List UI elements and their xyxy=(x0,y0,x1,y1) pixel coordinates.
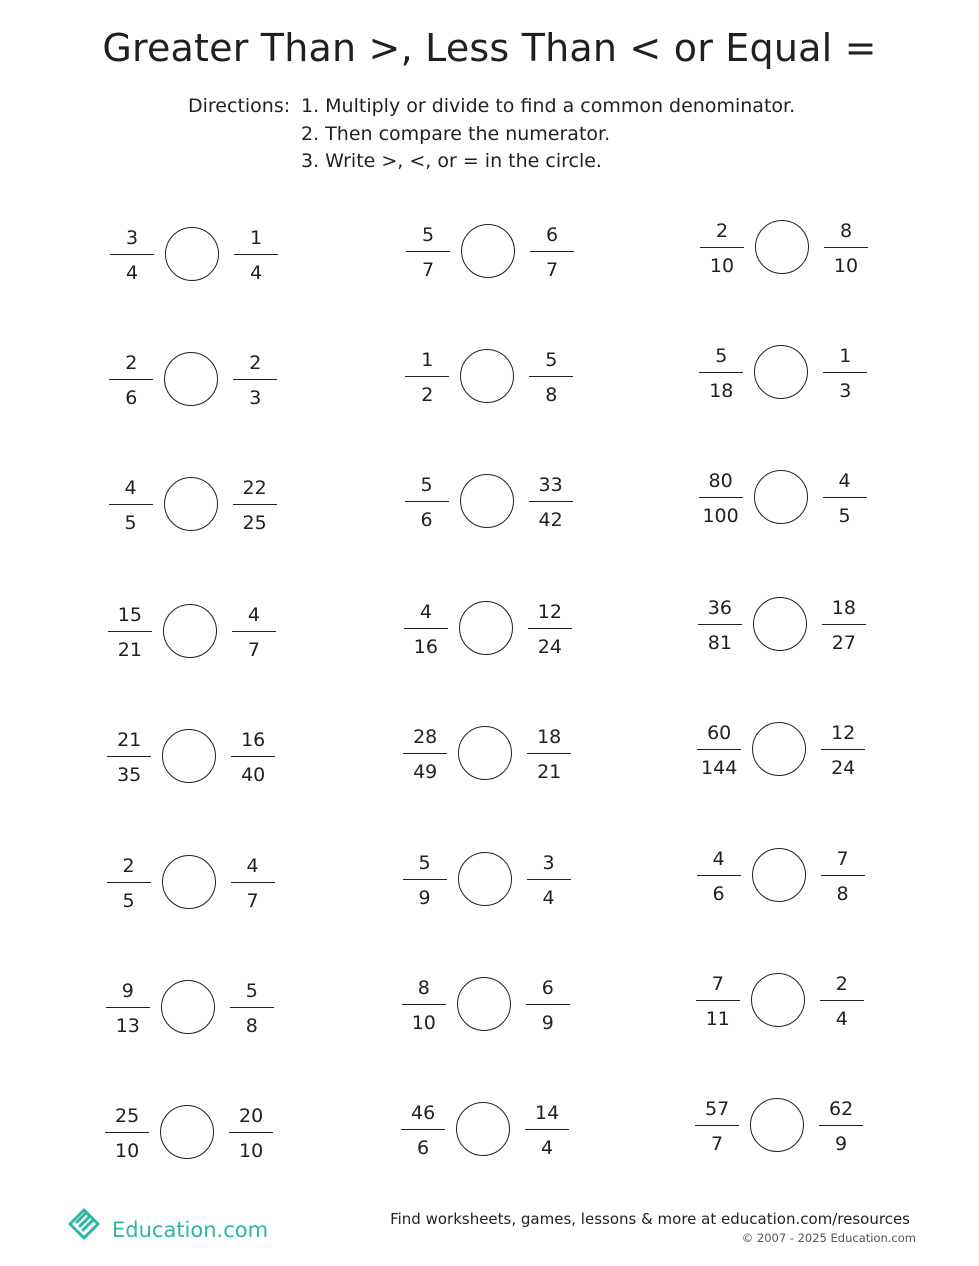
right-denominator: 25 xyxy=(242,512,267,534)
left-numerator: 57 xyxy=(705,1098,730,1120)
comparison-problem xyxy=(696,593,876,657)
left-denominator: 35 xyxy=(117,764,142,786)
fraction-bar xyxy=(231,756,275,757)
left-numerator: 2 xyxy=(122,855,135,877)
right-fraction xyxy=(229,851,277,915)
fraction-bar xyxy=(525,1129,569,1130)
fraction-bar xyxy=(526,1004,570,1005)
comparison-problem xyxy=(697,341,877,405)
right-numerator: 12 xyxy=(537,600,562,623)
right-denominator: 7 xyxy=(545,258,559,281)
right-numerator: 18 xyxy=(831,597,856,619)
left-denominator: 9 xyxy=(418,886,431,909)
comparison-problem xyxy=(694,969,874,1033)
right-fraction xyxy=(228,976,276,1040)
right-fraction xyxy=(230,600,278,664)
left-numerator: 21 xyxy=(117,729,142,751)
fraction-bar xyxy=(820,1000,864,1001)
fraction-bar xyxy=(106,1007,150,1008)
fraction-bar xyxy=(823,497,867,498)
left-numerator: 5 xyxy=(420,473,433,496)
fraction-bar xyxy=(528,628,572,629)
right-numerator: 5 xyxy=(245,980,258,1002)
left-numerator: 5 xyxy=(715,345,728,367)
comparison-problem xyxy=(695,718,875,782)
left-numerator: 4 xyxy=(419,600,432,623)
right-fraction xyxy=(526,597,574,661)
right-numerator: 1 xyxy=(249,227,263,249)
left-fraction xyxy=(695,844,743,908)
comparison-problem xyxy=(401,722,581,786)
left-denominator: 100 xyxy=(702,505,739,527)
left-denominator: 81 xyxy=(707,632,732,654)
left-fraction xyxy=(106,600,154,664)
left-fraction xyxy=(103,1101,151,1165)
fraction-bar xyxy=(233,504,277,505)
answer-circle[interactable] xyxy=(753,597,807,651)
comparison-problem xyxy=(401,848,581,912)
fraction-bar xyxy=(109,379,153,380)
answer-circle[interactable] xyxy=(162,729,216,783)
right-denominator: 4 xyxy=(542,886,555,909)
left-numerator: 5 xyxy=(421,223,435,246)
right-fraction xyxy=(231,348,279,412)
fraction-bar xyxy=(107,882,151,883)
right-denominator: 10 xyxy=(833,255,859,277)
fraction-bar xyxy=(109,504,153,505)
left-fraction xyxy=(693,1094,741,1158)
fraction-bar xyxy=(822,624,866,625)
left-numerator: 8 xyxy=(417,976,430,999)
left-numerator: 46 xyxy=(411,1101,436,1124)
fraction-bar xyxy=(110,254,154,255)
right-denominator: 4 xyxy=(541,1136,554,1159)
left-denominator: 10 xyxy=(709,255,735,277)
left-fraction xyxy=(108,223,156,287)
direction-step-2: 2. Then compare the numerator. xyxy=(301,122,611,145)
right-fraction xyxy=(232,223,280,287)
right-denominator: 27 xyxy=(831,632,856,654)
direction-step-3: 3. Write >, <, or = in the circle. xyxy=(301,150,602,172)
right-denominator: 8 xyxy=(545,383,558,406)
right-fraction xyxy=(229,725,277,789)
right-denominator: 21 xyxy=(537,760,562,783)
right-fraction xyxy=(523,1098,571,1162)
left-denominator: 16 xyxy=(413,635,438,658)
right-numerator: 8 xyxy=(839,220,853,242)
left-denominator: 6 xyxy=(712,883,725,905)
left-denominator: 7 xyxy=(421,258,435,281)
left-denominator: 2 xyxy=(421,383,434,406)
left-numerator: 60 xyxy=(707,722,732,744)
answer-circle[interactable] xyxy=(457,977,511,1031)
page-title: Greater Than >, Less Than < or Equal = xyxy=(102,26,877,70)
right-fraction xyxy=(820,593,868,657)
answer-circle[interactable] xyxy=(161,980,215,1034)
right-denominator: 42 xyxy=(538,508,563,531)
right-denominator: 3 xyxy=(249,387,262,409)
left-fraction xyxy=(694,969,742,1033)
fraction-bar xyxy=(695,1125,739,1126)
left-denominator: 6 xyxy=(417,1136,430,1159)
left-fraction xyxy=(400,973,448,1037)
fraction-bar xyxy=(406,251,450,252)
comparison-problem xyxy=(399,1098,579,1162)
fraction-bar xyxy=(231,882,275,883)
left-denominator: 5 xyxy=(124,512,137,534)
fraction-bar xyxy=(698,624,742,625)
education-logo-icon xyxy=(66,1200,108,1242)
footer-links-text: Find worksheets, games, lessons & more at education.com/resources xyxy=(390,1210,910,1228)
left-numerator: 80 xyxy=(708,470,733,492)
right-denominator: 7 xyxy=(246,890,259,912)
fraction-bar xyxy=(527,753,571,754)
left-fraction xyxy=(402,597,450,661)
right-fraction xyxy=(817,1094,865,1158)
fraction-bar xyxy=(401,1129,445,1130)
left-fraction xyxy=(105,725,153,789)
left-denominator: 4 xyxy=(125,262,139,284)
fraction-bar xyxy=(699,497,743,498)
right-denominator: 3 xyxy=(839,380,852,402)
left-numerator: 4 xyxy=(124,477,137,499)
left-denominator: 21 xyxy=(117,639,142,661)
left-fraction xyxy=(404,220,452,284)
left-denominator: 18 xyxy=(709,380,734,402)
fraction-bar xyxy=(108,631,152,632)
answer-circle[interactable] xyxy=(460,349,514,403)
right-numerator: 22 xyxy=(242,477,267,499)
right-fraction xyxy=(524,973,572,1037)
right-numerator: 6 xyxy=(541,976,554,999)
right-numerator: 20 xyxy=(239,1105,264,1127)
right-fraction xyxy=(822,216,870,280)
right-denominator: 4 xyxy=(249,262,263,284)
left-fraction xyxy=(107,473,155,537)
right-numerator: 4 xyxy=(838,470,851,492)
fraction-bar xyxy=(697,875,741,876)
left-numerator: 15 xyxy=(117,604,142,626)
left-numerator: 1 xyxy=(421,348,434,371)
right-numerator: 6 xyxy=(545,223,559,246)
comparison-problem xyxy=(104,976,284,1040)
fraction-bar xyxy=(105,1132,149,1133)
right-fraction xyxy=(821,466,869,530)
right-numerator: 5 xyxy=(545,348,558,371)
right-numerator: 16 xyxy=(241,729,266,751)
education-logo-text: Education.com xyxy=(112,1218,269,1242)
left-numerator: 2 xyxy=(715,220,729,242)
left-fraction xyxy=(399,1098,447,1162)
comparison-problem xyxy=(697,466,877,530)
answer-circle[interactable] xyxy=(164,477,218,531)
right-numerator: 33 xyxy=(538,473,563,496)
fraction-bar xyxy=(530,251,574,252)
fraction-bar xyxy=(234,254,278,255)
left-denominator: 6 xyxy=(125,387,138,409)
left-denominator: 7 xyxy=(711,1133,724,1155)
directions-label: Directions: xyxy=(188,95,291,117)
comparison-problem xyxy=(402,597,582,661)
comparison-problem xyxy=(103,1101,283,1165)
right-denominator: 10 xyxy=(239,1140,264,1162)
right-fraction xyxy=(528,220,576,284)
left-denominator: 11 xyxy=(705,1008,730,1030)
right-fraction xyxy=(231,473,279,537)
left-fraction xyxy=(698,216,746,280)
right-denominator: 9 xyxy=(835,1133,848,1155)
comparison-problem xyxy=(403,470,583,534)
left-fraction xyxy=(401,848,449,912)
left-numerator: 28 xyxy=(413,725,438,748)
answer-circle[interactable] xyxy=(165,227,219,281)
right-fraction xyxy=(819,718,867,782)
left-numerator: 25 xyxy=(115,1105,140,1127)
left-fraction xyxy=(696,593,744,657)
right-denominator: 7 xyxy=(247,639,260,661)
right-numerator: 4 xyxy=(246,855,259,877)
left-numerator: 9 xyxy=(121,980,134,1002)
fraction-bar xyxy=(403,879,447,880)
answer-circle[interactable] xyxy=(458,852,512,906)
fraction-bar xyxy=(230,1007,274,1008)
right-denominator: 4 xyxy=(835,1008,848,1030)
right-numerator: 18 xyxy=(537,725,562,748)
right-numerator: 2 xyxy=(249,352,262,374)
fraction-bar xyxy=(696,1000,740,1001)
answer-circle[interactable] xyxy=(459,601,513,655)
fraction-bar xyxy=(700,247,744,248)
fraction-bar xyxy=(107,756,151,757)
answer-circle[interactable] xyxy=(460,474,514,528)
right-fraction xyxy=(227,1101,275,1165)
fraction-bar xyxy=(529,376,573,377)
right-denominator: 8 xyxy=(836,883,849,905)
right-fraction xyxy=(527,345,575,409)
fraction-bar xyxy=(819,1125,863,1126)
answer-circle[interactable] xyxy=(754,345,808,399)
comparison-problem xyxy=(108,223,288,287)
left-fraction xyxy=(403,470,451,534)
left-fraction xyxy=(105,851,153,915)
answer-circle[interactable] xyxy=(751,973,805,1027)
right-fraction xyxy=(525,722,573,786)
answer-circle[interactable] xyxy=(461,224,515,278)
right-denominator: 8 xyxy=(245,1015,258,1037)
right-numerator: 4 xyxy=(247,604,260,626)
left-denominator: 144 xyxy=(701,757,738,779)
left-denominator: 13 xyxy=(115,1015,140,1037)
left-fraction xyxy=(403,345,451,409)
answer-circle[interactable] xyxy=(163,604,217,658)
fraction-bar xyxy=(403,753,447,754)
footer-copyright: © 2007 - 2025 Education.com xyxy=(741,1231,916,1245)
right-numerator: 1 xyxy=(839,345,852,367)
left-numerator: 7 xyxy=(711,973,724,995)
fraction-bar xyxy=(229,1132,273,1133)
right-numerator: 14 xyxy=(535,1101,560,1124)
answer-circle[interactable] xyxy=(164,352,218,406)
right-denominator: 24 xyxy=(537,635,562,658)
fraction-bar xyxy=(527,879,571,880)
right-fraction xyxy=(819,844,867,908)
answer-circle[interactable] xyxy=(160,1105,214,1159)
right-fraction xyxy=(821,341,869,405)
comparison-problem xyxy=(698,216,878,280)
comparison-problem xyxy=(695,844,875,908)
comparison-problem xyxy=(106,600,286,664)
answer-circle[interactable] xyxy=(456,1102,510,1156)
fraction-bar xyxy=(232,631,276,632)
fraction-bar xyxy=(697,749,741,750)
comparison-problem xyxy=(107,473,287,537)
left-numerator: 36 xyxy=(707,597,732,619)
comparison-problem xyxy=(105,725,285,789)
right-denominator: 40 xyxy=(241,764,266,786)
comparison-problem xyxy=(693,1094,873,1158)
left-fraction xyxy=(695,718,743,782)
left-numerator: 5 xyxy=(418,851,431,874)
right-fraction xyxy=(527,470,575,534)
left-fraction xyxy=(107,348,155,412)
right-denominator: 24 xyxy=(831,757,856,779)
fraction-bar xyxy=(404,628,448,629)
fraction-bar xyxy=(699,372,743,373)
answer-circle[interactable] xyxy=(458,726,512,780)
right-numerator: 3 xyxy=(542,851,555,874)
right-numerator: 12 xyxy=(831,722,856,744)
fraction-bar xyxy=(233,379,277,380)
right-numerator: 7 xyxy=(836,848,849,870)
left-denominator: 49 xyxy=(413,760,438,783)
left-numerator: 3 xyxy=(125,227,139,249)
right-numerator: 2 xyxy=(835,973,848,995)
comparison-problem xyxy=(404,220,584,284)
right-denominator: 9 xyxy=(541,1011,554,1034)
answer-circle[interactable] xyxy=(752,848,806,902)
answer-circle[interactable] xyxy=(755,220,809,274)
comparison-problem xyxy=(107,348,287,412)
left-fraction xyxy=(104,976,152,1040)
answer-circle[interactable] xyxy=(754,470,808,524)
comparison-problem xyxy=(400,973,580,1037)
left-numerator: 2 xyxy=(125,352,138,374)
left-fraction xyxy=(697,341,745,405)
left-fraction xyxy=(401,722,449,786)
comparison-problem xyxy=(105,851,285,915)
fraction-bar xyxy=(402,1004,446,1005)
left-denominator: 10 xyxy=(411,1011,436,1034)
right-denominator: 5 xyxy=(838,505,851,527)
fraction-bar xyxy=(821,749,865,750)
answer-circle[interactable] xyxy=(750,1098,804,1152)
fraction-bar xyxy=(821,875,865,876)
right-numerator: 62 xyxy=(829,1098,854,1120)
answer-circle[interactable] xyxy=(752,722,806,776)
fraction-bar xyxy=(405,501,449,502)
fraction-bar xyxy=(824,247,868,248)
fraction-bar xyxy=(405,376,449,377)
left-fraction xyxy=(697,466,745,530)
comparison-problem xyxy=(403,345,583,409)
right-fraction xyxy=(818,969,866,1033)
left-numerator: 4 xyxy=(712,848,725,870)
fraction-bar xyxy=(823,372,867,373)
answer-circle[interactable] xyxy=(162,855,216,909)
fraction-bar xyxy=(529,501,573,502)
left-denominator: 6 xyxy=(420,508,433,531)
left-denominator: 10 xyxy=(115,1140,140,1162)
direction-step-1: 1. Multiply or divide to find a common denominator. xyxy=(301,95,796,117)
left-denominator: 5 xyxy=(122,890,135,912)
right-fraction xyxy=(525,848,573,912)
